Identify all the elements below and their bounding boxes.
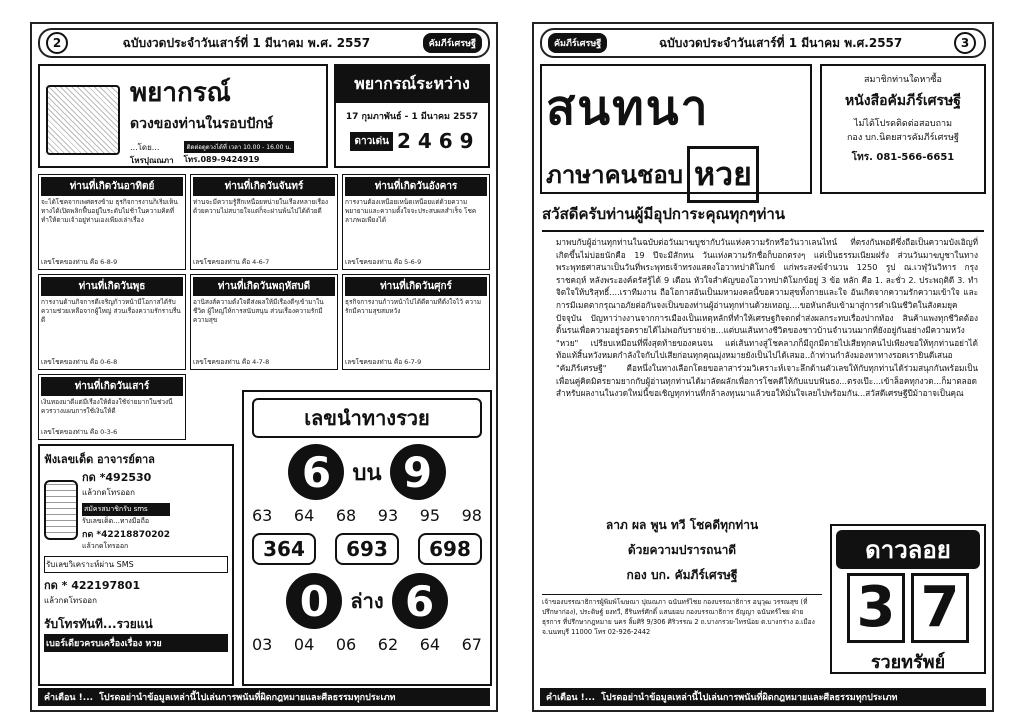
editorial-body: มาพบกับผู้อ่านทุกท่านในฉบับต่อวันมาฆบูชากับวันแห่งความรักหรือวันวาเลนไทน์ ที่ตรงกันพอดีซึ่งถือเป็นความบังเอิญที่เกิดขึ้นไม่บ่อยนักคือ 19 ปีจะมีสักหน วันแห่งความรักชื่อก็บอกตรงๆ แต่เป็นธรรมเนียมฝรั่ง ส่วนวันมาฆบูชาในทางพระพุทธศาสนาเป็นวันที่พระพุทธเจ้าทรงแสดงโอวาทปาติโมกข์ แก่พระสงฆ์จำนวน 1250 รูป ณ.เวฬุวันวิหาร กรุงราชคฤห์ หลังพระองค์ตรัสรู้ได้ 9 เดือน หัวใจสำคัญของโอวาทปาติโมกข์อยู่ 3 ข้อ หลัก คือ 1. ละชั่ว 2. ประพฤติดี 3. ทำจิตใจให้บริสุทธิ์....เราทีมงาน ถือโอกาสอันเป็นมหามงคลนี้ขอความสุขทั้งกายและใจ อันเกิดจากความรักความเข้าใจ และการมีเมตตากรุณาอภัยต่อกันจงเป็นของท่านผู้อ่านทุกท่านด้วยเทอญ....ขอหันกลับเข้ามาสู่การดำเนินชีวิตในสังคมยุคปัจจุบัน ปัญหาว่างงานจากการเมืองเป็นเหตุหลักที่ทำให้เศรษฐกิจตกต่ำส่งผลกระทบเรื่องปากท้อง สินค้าแพงทุกชีวิตต้องดิ้นรนเพื่อความอยู่รอดรายได้ไม่พอกับรายจ่าย...แต่บนเส้นทางชีวิตของชาวบ้านจำนวนมากที่ยังอยู่กันอย่างมีความหวัง "หวย" เปรียบเหมือนที่พึ่งสุดท้ายของคนจน แต่เส้นทางสู่โชคลาภก็มีถูกมีตายไปเสียทุกคนไปเพียงขอให้ทุกท่านอย่าได้ท้อแท้สิ้นหวังหมดกำลังใจกับไปเสียก่อนทุกคุณมุ่งหมายยังเป็นไปได้เสมอ..ถ้าท่านกำลังมองหาทางรอดเรายินดีเสนอ "คัมภีร์เศรษฐี" คือหนึ่งในทางเลือกโดยขอลาสาร่วมวิเคราะห์เจาะลึกด้านตัวเลขให้กับทุกท่านได้ร่วมสนุกกันพร้อมเป็นเพื่อนคู่คิดมิตรยามยากกับผู้อ่านทุกท่านได้มาลัดผลักเพื่อการโชคดีให้กับแบบฟันธง...ตรงเป๊ะ...เข้าล็อคทุกงวด...ก็มาตลอดสำหรับผลงานในงวดใหม่นี้ขอเชิญทุกท่านที่กล้าลงทุนมาแล้วขอให้มั่นใจเลยไปพร้อมกัน...สวัสดีเศรษฐีปีม้าอาจเป็นคุณ (556, 237, 978, 399)
star-title: ดาวลอย (836, 530, 980, 569)
top-number-list (252, 506, 482, 525)
weekday-text: เงินทองมาดีแต่มีเรื่องให้ต้องใช้จ่ายมากในช่วงนี้ควรวางแผนการใช้เงินให้ดี (41, 398, 173, 415)
star-footer: รวยทรัพย์ (870, 652, 946, 673)
publication-logo: คัมภีร์เศรษฐี (423, 33, 482, 53)
right-running-header (540, 28, 986, 58)
weekday-section (342, 174, 490, 270)
promo-calls3: แล้วกดโทรออก (44, 596, 97, 605)
lucky-number: 2 4 6 9 (396, 129, 474, 153)
ad-title: พยากรณ์ (130, 78, 231, 108)
phone-promo (38, 444, 234, 686)
lucky-number-item: 04 (293, 635, 315, 654)
weekday-section (38, 374, 186, 440)
lucky-number-item: 68 (335, 506, 357, 525)
promo-calls: แล้วกดโทรออก (82, 488, 135, 497)
member-notice (820, 64, 986, 194)
weekday-section (342, 274, 490, 370)
weekday-section (190, 174, 338, 270)
warning-text: โปรดอย่านำข้อมูลเหล่านี้ไปเล่นการพนันที่ผิดกฎหมายและศีลธรรมทุกประเภท (601, 693, 898, 703)
warning-label: คำเตือน !... (546, 693, 596, 703)
ad-author: โหรปุณณภา (130, 156, 174, 165)
member-line2: หนังสือคัมภีร์เศรษฐี (844, 93, 962, 109)
ad-hours: ติดต่อดูดวงได้ที่ เวลา 10.00 - 16.00 น. (184, 141, 295, 153)
promo-bottom1: รับโทรทันที...รวยแน่ (44, 617, 153, 631)
issue-date: ฉบับงวดประจำวันเสาร์ที่ 1 มีนาคม พ.ศ.2557 (658, 35, 903, 50)
weekday-text: อานิสงส์ความตั้งใจดีส่งผลให้มีเรื่องดีๆเข้ามาในชีวิต ผู้ใหญ่ให้การสนับสนุน ส่วนเรื่องความรักมีความสุข (193, 298, 324, 324)
weekday-title: ท่านที่เกิดวันศุกร์ (345, 277, 487, 296)
publication-logo: คัมภีร์เศรษฐี (548, 33, 607, 53)
phone-icon (44, 480, 78, 540)
weekday-lucky: เลขโชคของท่าน คือ 5-6-9 (345, 258, 422, 266)
lucky-label: ดาวเด่น (350, 132, 392, 151)
weekday-title: ท่านที่เกิดวันอาทิตย์ (41, 177, 183, 196)
weekday-text: ท่านจะมีความรู้สึกเหนื่อยหน่ายในเรื่องหลายเรื่องด้วยความไม่สบายใจแต่ก็จะผ่านพ้นไปได้ด้วยดี (193, 198, 329, 215)
bottom-digit-left: 0 (286, 573, 342, 629)
promo-code2: กด *42218870202 (82, 530, 171, 540)
member-line1: สมาชิกท่านใดหาซื้อ (864, 75, 942, 85)
lucky-number-item: 95 (419, 506, 441, 525)
weekday-lucky: เลขโชคของท่าน คือ 0-6-8 (41, 358, 118, 366)
forecast-period (334, 64, 490, 168)
masthead-highlight: หวย (687, 146, 759, 203)
weekday-lucky: เลขโชคของท่าน คือ 6-7-9 (345, 358, 422, 366)
lucky-number-item: 62 (377, 635, 399, 654)
blessing (542, 516, 822, 585)
period-title: พยากรณ์ระหว่าง (336, 66, 488, 103)
ad-by: ...โดย... (130, 143, 160, 152)
horoscope-ad (38, 64, 328, 168)
lucky-number-item: 67 (461, 635, 482, 654)
page-number: 3 (954, 32, 976, 54)
top-digit-right: 9 (390, 444, 446, 500)
top-label: บน (352, 460, 382, 486)
lotto-title: เลขนำทางรวย (252, 398, 482, 438)
lucky-number-item: 63 (252, 506, 273, 525)
warning-text: โปรดอย่านำข้อมูลเหล่านี้ไปเล่นการพนันที่ผิดกฎหมายและศีลธรรมทุกประเภท (99, 693, 396, 703)
greeting: สวัสดีครับท่านผู้มีอุปการะคุณทุกๆท่าน (542, 202, 984, 232)
weekday-section (190, 274, 338, 370)
publisher-info: เจ้าของบรรณาธิการผู้พิมพ์โฆษณา ปุณณภา ฉนันทร์ไชย กองบรรณาธิการ อนุวุฒ วรรณสุข (ที่ปรึกษาก่อง), ประดิษฐ์ ยงทวี, ธีรินทร์ศักดิ์ แสนยอบ กองบรรณาธิการ ธัญญา ฉนันทร์ไชย ฝ่ายธุรการ ที่ปรึกษากฎหมาย นคร ลิ้มศิริ 9/306 ศิริวรรณ 2 ถ.บางกรวย-ไทรน้อย ต.บางกร่าง อ.เมือง จ.นนทบุรี 11000 โทร 02-926-2442 (542, 594, 822, 676)
left-running-header (38, 28, 490, 58)
triple-number: 364 (252, 533, 316, 565)
top-digit-left: 6 (288, 444, 344, 500)
lucky-number-item: 64 (293, 506, 315, 525)
page-number: 2 (46, 32, 68, 54)
lucky-number-item: 64 (419, 635, 441, 654)
promo-bottom2: เบอร์เดียวครบเครื่องเรื่อง หวย (44, 634, 228, 652)
blessing-line1: ลาภ ผล พูน ทวี โชคดีทุกท่าน (605, 518, 759, 532)
member-line5: โทร. 081-566-6651 (851, 152, 955, 163)
triple-number: 698 (418, 533, 482, 565)
masthead-title: สนทนา (546, 80, 710, 136)
weekday-lucky: เลขโชคของท่าน คือ 4-6-7 (193, 258, 270, 266)
weekday-title: ท่านที่เกิดวันพฤหัสบดี (193, 277, 335, 296)
ad-subtitle: ดวงของท่านในรอบปักษ์ (130, 116, 274, 132)
lucky-numbers-box (242, 390, 492, 686)
weekday-lucky: เลขโชคของท่าน คือ 4-7-8 (193, 358, 270, 366)
period-dates: 17 กุมภาพันธ์ - 1 มีนาคม 2557 (345, 112, 479, 122)
weekday-lucky: เลขโชคของท่าน คือ 0-3-6 (41, 428, 118, 436)
right-page (532, 22, 994, 712)
ad-phone: โทร.089-9424919 (183, 155, 260, 164)
lucky-number-item: 06 (335, 635, 357, 654)
masthead (540, 64, 812, 194)
weekday-text: การงานต้องเหนื่อยเหน็ดเหนื่อยแต่ด้วยความพยายามและความตั้งใจจะประสบผลสำเร็จ โชคลาภพอเพียงได้ (345, 198, 477, 224)
bottom-number-list (252, 635, 482, 654)
weekday-section (38, 274, 186, 370)
bottom-label: ล่าง (350, 589, 384, 613)
lucky-number-item: 93 (377, 506, 399, 525)
star-digit2: 7 (911, 573, 969, 643)
issue-date: ฉบับงวดประจำวันเสาร์ที่ 1 มีนาคม พ.ศ. 2557 (122, 35, 371, 50)
weekday-title: ท่านที่เกิดวันจันทร์ (193, 177, 335, 196)
star-number-box (830, 524, 986, 674)
sms-cost: แล้วกดโทรออก (82, 542, 129, 550)
lucky-number-item: 03 (252, 635, 273, 654)
weekday-text: ธุรกิจการงานก้าวหน้าไปได้ดีตามที่ตั้งใจไว้ ความรักมีความสุขสมหวัง (345, 298, 482, 315)
member-line4: กอง บก.นิตยสารคัมภีร์เศรษฐี (846, 133, 960, 143)
computer-illustration (46, 85, 120, 155)
sms-label: สมัครสมาชิกรับ sms (82, 503, 170, 516)
promo-code3: กด * 422197801 (44, 579, 141, 592)
left-page (30, 22, 498, 712)
blessing-line2: ด้วยความปรารถนาดี (627, 543, 737, 557)
weekday-section (38, 174, 186, 270)
lucky-number-item: 98 (461, 506, 482, 525)
weekday-lucky: เลขโชคของท่าน คือ 6-8-9 (41, 258, 118, 266)
triple-number: 693 (335, 533, 399, 565)
warning-label: คำเตือน !... (44, 693, 94, 703)
member-line3: ไม่ได้โปรดติดต่อสอบถาม (853, 119, 953, 129)
blessing-line3: กอง บก. คัมภีร์เศรษฐี (626, 568, 738, 582)
weekday-title: ท่านที่เกิดวันเสาร์ (41, 377, 183, 396)
sms2-label: รับเลขวิเคราะห์ผ่าน SMS (44, 556, 228, 573)
bottom-digit-right: 6 (392, 573, 448, 629)
weekday-title: ท่านที่เกิดวันอังคาร (345, 177, 487, 196)
weekday-title: ท่านที่เกิดวันพุธ (41, 277, 183, 296)
star-digit1: 3 (847, 573, 905, 643)
promo-line1: ฟังเลขเด็ด อาจารย์ตาล (44, 453, 155, 466)
promo-code1: กด *492530 (82, 471, 152, 484)
right-warning (540, 688, 986, 706)
triple-number-list (252, 533, 482, 565)
sms-sub: รับเลขเด็ด...ทางมือถือ (82, 517, 150, 525)
masthead-subtitle: ภาษาคนชอบ (546, 161, 683, 189)
weekday-text: จะได้โชคจากเพศตรงข้าม ธุรกิจการงานก็เริ่มเห็นทางได้เปิดพลิกฟื้นอยู่ในระดับไม่ช้าในความคิดที่ทำให้ตามเจ้าอยู่ท่านเองเพียงเล่าเรื่อง (41, 198, 178, 224)
weekday-text: การงานด้านกิจการดีเจริญก้าวหน้ามีโอกาสได้รับความช่วยเหลือจากผู้ใหญ่ ส่วนเรื่องความรักราบรื่นดี (41, 298, 181, 324)
left-warning (38, 688, 490, 706)
